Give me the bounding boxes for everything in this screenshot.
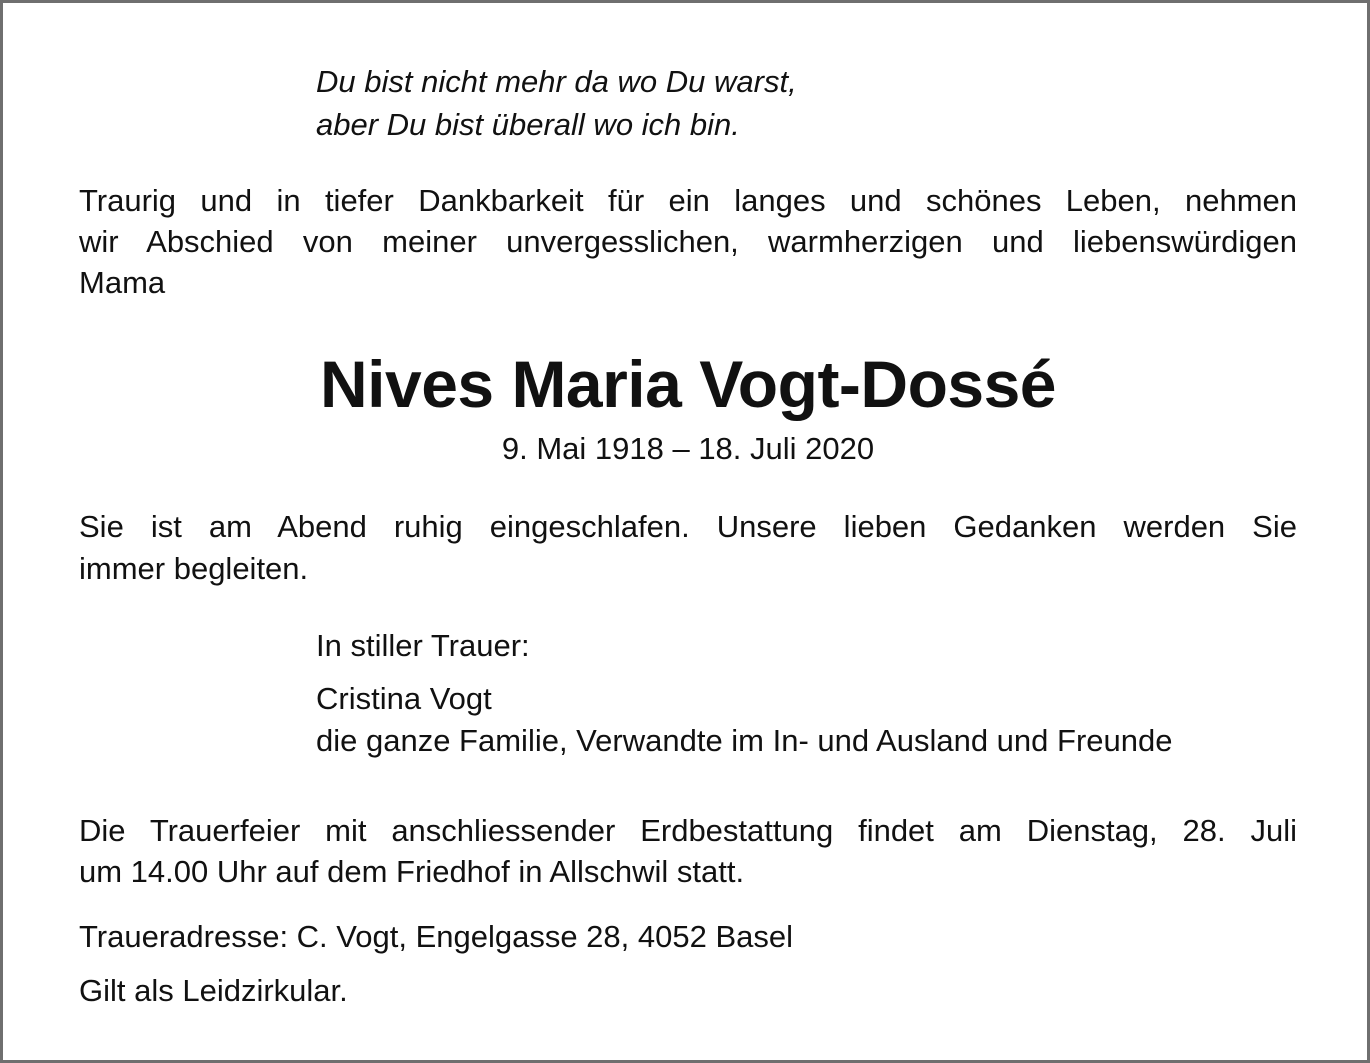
mourning-address: Traueradresse: C. Vogt, Engelgasse 28, 4052 Basel bbox=[79, 919, 794, 954]
mourner-name-1: Cristina Vogt bbox=[316, 681, 492, 716]
intro-line-3: Mama bbox=[79, 265, 166, 300]
intro-line-1: Traurig und in tiefer Dankbarkeit für ein langes und schönes Leben, nehmen bbox=[79, 183, 1297, 218]
message-line-1: Sie ist am Abend ruhig eingeschlafen. Unsere lieben Gedanken werden Sie bbox=[79, 509, 1297, 544]
circular-note: Gilt als Leidzirkular. bbox=[79, 973, 348, 1008]
motto-line-1: Du bist nicht mehr da wo Du warst, bbox=[316, 64, 797, 99]
life-dates: 9. Mai 1918 – 18. Juli 2020 bbox=[501, 431, 875, 466]
deceased-name: Nives Maria Vogt-Dossé bbox=[319, 347, 1056, 421]
message-line-2: immer begleiten. bbox=[79, 551, 309, 586]
mourner-name-2: die ganze Familie, Verwandte im In- und Ausland und Freunde bbox=[316, 723, 1173, 758]
ceremony-line-1: Die Trauerfeier mit anschliessender Erdbestattung findet am Dienstag, 28. Juli bbox=[79, 813, 1297, 848]
intro-line-2: wir Abschied von meiner unvergesslichen, warmherzigen und liebenswürdigen bbox=[79, 224, 1297, 259]
ceremony-line-2: um 14.00 Uhr auf dem Friedhof in Allschwil statt. bbox=[79, 854, 745, 889]
motto-line-2: aber Du bist überall wo ich bin. bbox=[316, 107, 740, 142]
mourners-heading: In stiller Trauer: bbox=[316, 628, 530, 663]
